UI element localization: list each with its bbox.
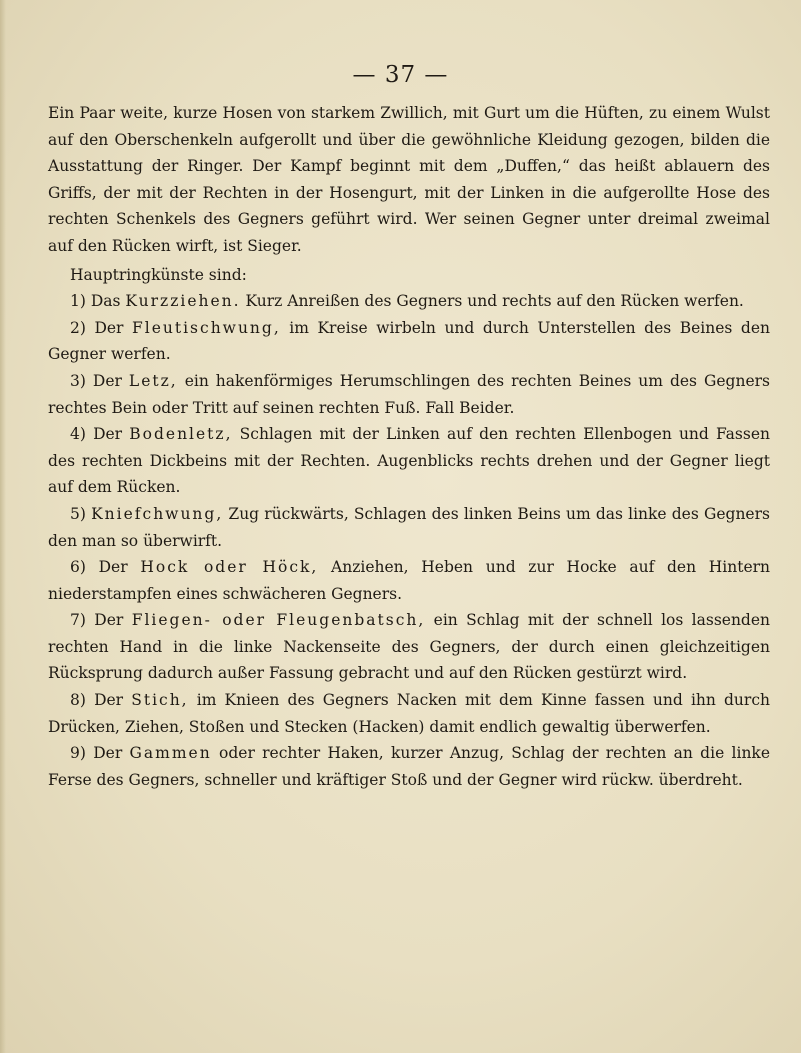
item-number: 8) [70, 691, 86, 710]
item-number: 3) [70, 371, 86, 390]
list-item [48, 740, 770, 793]
item-number: 5) [70, 504, 86, 523]
item-number: 7) [70, 611, 86, 630]
item-text: im Kreise wirbeln und durch Unterstellen des Beines den Gegner werfen. [48, 318, 770, 364]
item-prefix: Der [93, 744, 123, 763]
item-prefix: Das [90, 292, 121, 311]
item-number: 4) [70, 425, 86, 444]
item-term: Bodenletz, [129, 425, 233, 444]
item-text: ein Schlag mit der schnell los lassenden rechten Hand in die linke Nackenseite des Gegners, der durch einen gleichzeitigen Rücksprung dadurch außer Fassung gebracht und auf den Rücken gestürzt wird. [48, 611, 771, 683]
list-item [48, 607, 770, 687]
item-term: Fleutischwung, [132, 318, 281, 337]
item-prefix: Der [93, 425, 123, 444]
list-item [48, 554, 770, 607]
section-heading: Hauptringkünste sind: [70, 265, 247, 284]
item-text: im Knieen des Gegners Nacken mit dem Kinne fassen und ihn durch Drücken, Ziehen, Stoßen und Stecken (Hacken) damit endlich gewaltig überwerfen. [48, 691, 770, 736]
item-prefix: Der [92, 371, 122, 390]
list-item [48, 421, 770, 501]
item-number: 1) [70, 292, 86, 311]
list-item [48, 288, 770, 315]
list-item [48, 501, 770, 554]
list-item [48, 687, 770, 740]
page-edge-shadow [0, 0, 6, 1053]
item-prefix: Der [94, 691, 124, 710]
item-term: Letz, [128, 371, 178, 390]
item-term: Hock oder Höck, [140, 558, 319, 577]
item-number: 9) [70, 744, 86, 763]
item-number: 2) [70, 318, 86, 337]
item-term: Kniefchwung, [91, 504, 224, 523]
item-text: Anziehen, Heben und zur Hocke auf den Hintern niederstampfen eines schwächeren Gegners. [48, 558, 771, 603]
item-text: oder rechter Haken, kurzer Anzug, Schlag der rechten an die linke Ferse des Gegners, schneller und kräftiger Stoß und der Gegner wird rückw. überdreht. [48, 744, 770, 789]
item-term: Fliegen- oder Fleugenbatsch, [131, 611, 426, 630]
list-item [48, 315, 770, 368]
item-term: Stich, [131, 691, 189, 710]
item-text: Kurz Anreißen des Gegners und rechts auf den Rücken werfen. [245, 292, 744, 311]
item-text: Zug rückwärts, Schlagen des linken Beins um das linke des Gegners den man so überwirft. [48, 504, 770, 550]
item-number: 6) [70, 558, 86, 577]
item-prefix: Der [94, 318, 124, 337]
intro-paragraph: Ein Paar weite, kurze Hosen von starkem Zwillich, mit Gurt um die Hüften, zu einem Wulst auf den Oberschenkeln aufgerollt und über die gewöhnliche Kleidung gezogen, bilden die Ausstattung der Ringer. Der Kampf beginnt mit dem „Duffen,“ das heißt ablauern des Griffs, der mit der Rechten in der Hosengurt, mit der Linken in die aufgerollte Hose des rechten Schenkels des Gegners geführt wird. Wer seinen Gegner unter dreimal zweimal auf den Rücken wirft, ist Sieger. [48, 104, 770, 255]
item-prefix: Der [94, 611, 124, 630]
item-prefix: Der [98, 558, 128, 577]
page-text [48, 100, 770, 793]
item-term: Gammen [129, 744, 212, 763]
item-text: Schlagen mit der Linken auf den rechten Ellenbogen und Fassen des rechten Dickbeins mit der Rechten. Augenblicks rechts drehen und der Gegner liegt auf dem Rücken. [48, 425, 770, 497]
list-item [48, 368, 770, 421]
item-term: Kurzziehen. [125, 292, 241, 311]
page-number: — 37 — [352, 62, 449, 88]
item-text: ein hakenförmiges Herumschlingen des rechten Beines um des Gegners rechtes Bein oder Tritt auf seinen rechten Fuß. Fall Beider. [48, 371, 770, 417]
